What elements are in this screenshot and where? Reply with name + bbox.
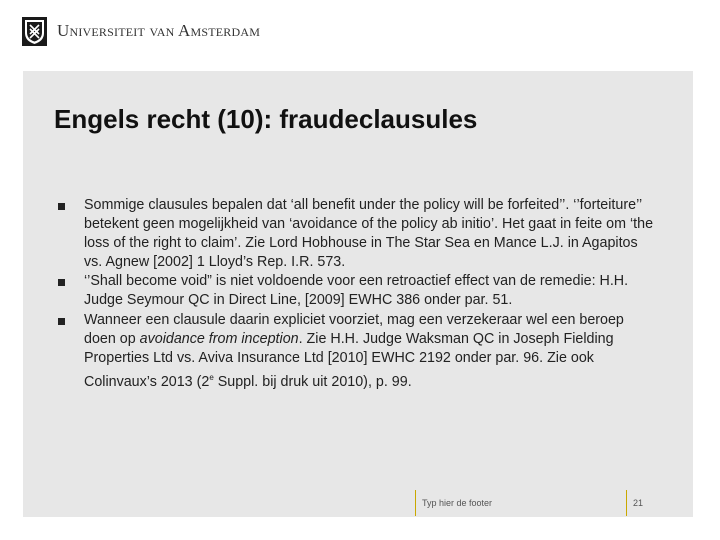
bullet-text-continued: . Zie H.H. Judge Waksman QC in Joseph Fielding Properties Ltd vs. Aviva Insurance Ltd [2010] EWHC 2192 onder par. 96. Zie ook Colinvaux’s 2013 (2 bbox=[84, 330, 614, 390]
square-bullet-icon bbox=[58, 203, 65, 210]
bullet-text: Wanneer een clausule daarin expliciet voorziet, mag een verzekeraar wel een beroep doen op bbox=[84, 311, 624, 347]
square-bullet-icon bbox=[58, 318, 65, 325]
bullet-text: ‘’Shall become void” is niet voldoende voor een retroactief effect van de remedie: H.H. Judge Seymour QC in Direct Line, [2009] EWHC 386 onder par. 51. bbox=[84, 273, 629, 309]
university-name: Universiteit van Amsterdam bbox=[57, 21, 261, 40]
bullet-item bbox=[58, 311, 658, 392]
square-bullet-icon bbox=[58, 279, 65, 286]
slide-header bbox=[0, 0, 720, 66]
bullet-item bbox=[58, 272, 658, 310]
footer-text: Typ hier de footer bbox=[415, 490, 492, 516]
bullet-text-end: Suppl. bij druk uit 2010), p. 99. bbox=[213, 373, 412, 390]
bullet-superscript: e bbox=[209, 372, 214, 382]
slide-title: Engels recht (10): fraudeclausules bbox=[54, 104, 478, 134]
university-logo-icon bbox=[22, 17, 47, 46]
page-number: 21 bbox=[626, 490, 643, 516]
bullet-italic-text: avoidance from inception bbox=[139, 330, 299, 347]
bullet-item bbox=[58, 196, 658, 272]
bullet-text: Sommige clausules bepalen dat ‘all benefit under the policy will be forfeited’’. ‘’forteiture’’ betekent geen mogelijkheid van ‘avoidance of the policy ab initio’. Het gaat in feite om ‘the loss of the right to claim’. Zie Lord Hobhouse in The Star Sea en Mance L.J. in Agapitos vs. Agnew [2002] 1 Lloyd’s Rep. I.R. 573. bbox=[84, 197, 654, 271]
bullet-list bbox=[58, 196, 658, 392]
